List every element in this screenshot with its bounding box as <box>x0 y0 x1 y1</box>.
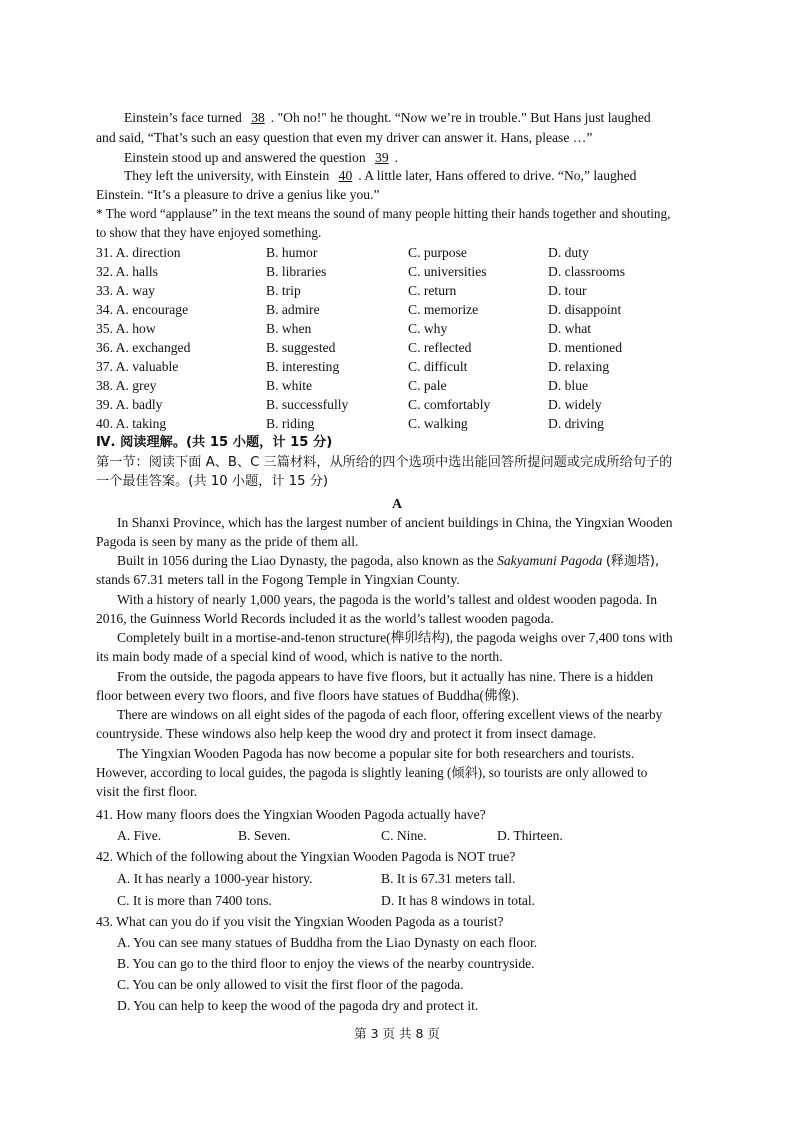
option-c: C. return <box>408 283 457 298</box>
option-b: B. successfully <box>266 397 349 412</box>
q41-option-d: D. Thirteen. <box>497 828 563 843</box>
passage-line: its main body made of a special kind of wood, which is native to the north. <box>96 649 503 664</box>
passage-line: In Shanxi Province, which has the largest number of ancient buildings in China, the Yingxian Wooden <box>117 515 673 530</box>
option-b: B. libraries <box>266 264 327 279</box>
option-d: D. what <box>548 321 592 336</box>
option-a: 32. A. halls <box>96 264 158 279</box>
cloze-text: Einstein’s face turned <box>124 110 242 125</box>
option-c: C. memorize <box>408 302 479 317</box>
q42-option-b: B. It is 67.31 meters tall. <box>381 871 516 886</box>
passage-line: The Yingxian Wooden Pagoda has now become a popular site for both researchers and tourists. <box>117 746 635 761</box>
option-a: 39. A. badly <box>96 397 163 412</box>
choice-row <box>96 281 716 300</box>
cloze-text: Einstein stood up and answered the question <box>124 150 366 165</box>
cloze-text: . "Oh no!" he thought. “Now we’re in trouble.” But Hans just laughed <box>270 110 651 125</box>
option-d: D. driving <box>548 416 604 431</box>
q43-option-c: C. You can be only allowed to visit the first floor of the pagoda. <box>117 977 464 992</box>
q43-option-d: D. You can help to keep the wood of the pagoda dry and protect it. <box>117 998 479 1013</box>
choice-row <box>96 338 716 357</box>
cloze-line-4 <box>124 166 636 186</box>
blank-39: 39 <box>375 150 389 165</box>
q41-option-b: B. Seven. <box>238 828 291 843</box>
cloze-text: . A little later, Hans offered to drive. “No,” laughed <box>358 168 637 183</box>
blank-40: 40 <box>338 168 353 183</box>
option-c: C. comfortably <box>408 397 491 412</box>
question-41: 41. How many floors does the Yingxian Wooden Pagoda actually have? <box>96 807 486 822</box>
passage-line: Pagoda is seen by many as the pride of them all. <box>96 534 359 549</box>
option-b: B. interesting <box>266 359 340 374</box>
option-a: 37. A. valuable <box>96 359 179 374</box>
passage-line: There are windows on all eight sides of the pagoda of each floor, offering excellent views of the nearby <box>117 707 663 722</box>
cloze-text: They left the university, with Einstein <box>124 168 330 183</box>
option-d: D. blue <box>548 378 589 393</box>
option-a: 35. A. how <box>96 321 156 336</box>
option-a: 33. A. way <box>96 283 155 298</box>
choice-row <box>96 300 716 319</box>
page-footer: 第 3 页 共 8 页 <box>354 1026 440 1041</box>
choice-row <box>96 376 716 395</box>
option-b: B. admire <box>266 302 320 317</box>
footnote-line-2: to show that they have enjoyed something. <box>96 225 322 240</box>
option-b: B. suggested <box>266 340 336 355</box>
blank-38: 38 <box>251 110 265 125</box>
cloze-line-2: and said, “That’s such an easy question that even my driver can answer it. Hans, please …” <box>96 130 593 145</box>
option-c: C. purpose <box>408 245 467 260</box>
option-d: D. duty <box>548 245 589 260</box>
q42-option-d: D. It has 8 windows in total. <box>381 893 536 908</box>
option-c: C. reflected <box>408 340 472 355</box>
option-b: B. riding <box>266 416 315 431</box>
option-d: D. disappoint <box>548 302 622 317</box>
q43-option-a: A. You can see many statues of Buddha from the Liao Dynasty on each floor. <box>117 935 538 950</box>
option-c: C. walking <box>408 416 468 431</box>
passage-line: Completely built in a mortise-and-tenon structure(榫卯结构), the pagoda weighs over 7,400 tons with <box>117 630 673 645</box>
option-b: B. trip <box>266 283 301 298</box>
passage-line: visit the first floor. <box>96 784 198 799</box>
option-d: D. tour <box>548 283 587 298</box>
section-title: Ⅳ. 阅读理解。(共 15 小题，计 15 分) <box>96 435 333 450</box>
choice-row <box>96 243 716 262</box>
passage-line: floor between every two floors, and five floors have statues of Buddha(佛像). <box>96 688 520 703</box>
passage-line: 2016, the Guinness World Records included it as the world’s tallest wooden pagoda. <box>96 611 554 626</box>
q42-option-a: A. It has nearly a 1000-year history. <box>117 871 313 886</box>
option-c: C. pale <box>408 378 447 393</box>
option-b: B. humor <box>266 245 318 260</box>
option-c: C. universities <box>408 264 487 279</box>
section-instructions-2: 一个最佳答案。(共 10 小题，计 15 分) <box>96 474 329 489</box>
footnote-line-1: * The word “applause” in the text means the sound of many people hitting their hands together and shouting, <box>96 206 671 221</box>
passage-line: From the outside, the pagoda appears to have five floors, but it actually has nine. There is a hidden <box>117 669 654 684</box>
passage-line: With a history of nearly 1,000 years, the pagoda is the world’s tallest and oldest wooden pagoda. In <box>117 592 658 607</box>
option-a: 34. A. encourage <box>96 302 189 317</box>
passage-line: stands 67.31 meters tall in the Fogong Temple in Yingxian County. <box>96 572 460 587</box>
choice-row <box>96 262 716 281</box>
option-a: 38. A. grey <box>96 378 157 393</box>
cloze-line-5: Einstein. “It’s a pleasure to drive a genius like you.” <box>96 187 380 202</box>
option-c: C. difficult <box>408 359 468 374</box>
option-a: 31. A. direction <box>96 245 181 260</box>
passage-text: Built in 1056 during the Liao Dynasty, the pagoda, also known as the <box>117 553 494 568</box>
question-42: 42. Which of the following about the Yingxian Wooden Pagoda is NOT true? <box>96 849 516 864</box>
choice-row <box>96 357 716 376</box>
passage-italic-name: Sakyamuni Pagoda <box>497 553 603 568</box>
cloze-line-3 <box>124 148 398 168</box>
option-a: 40. A. taking <box>96 416 167 431</box>
option-d: D. widely <box>548 397 602 412</box>
section-instructions-1: 第一节：阅读下面 A、B、C 三篇材料，从所给的四个选项中选出能回答所提问题或完成所给句子的 <box>96 455 673 470</box>
passage-label: A <box>392 496 402 511</box>
choice-row <box>96 414 716 433</box>
option-d: D. classrooms <box>548 264 626 279</box>
q42-option-c: C. It is more than 7400 tons. <box>117 893 272 908</box>
q41-option-a: A. Five. <box>117 828 162 843</box>
passage-line: However, according to local guides, the pagoda is slightly leaning (倾斜), so tourists are only allowed to <box>96 765 648 780</box>
option-a: 36. A. exchanged <box>96 340 191 355</box>
q41-option-c: C. Nine. <box>381 828 427 843</box>
q43-option-b: B. You can go to the third floor to enjoy the views of the nearby countryside. <box>117 956 535 971</box>
option-c: C. why <box>408 321 448 336</box>
question-43: 43. What can you do if you visit the Yingxian Wooden Pagoda as a tourist? <box>96 914 504 929</box>
cloze-line-1 <box>124 108 651 128</box>
option-b: B. when <box>266 321 312 336</box>
option-d: D. relaxing <box>548 359 610 374</box>
choice-row <box>96 319 716 338</box>
option-b: B. white <box>266 378 313 393</box>
passage-text: (释迦塔), <box>605 554 660 569</box>
cloze-text: . <box>394 150 399 165</box>
option-d: D. mentioned <box>548 340 622 355</box>
choice-row <box>96 395 716 414</box>
passage-line: countryside. These windows also help keep the wood dry and protect it from insect damage. <box>96 726 597 741</box>
passage-line <box>117 551 659 572</box>
